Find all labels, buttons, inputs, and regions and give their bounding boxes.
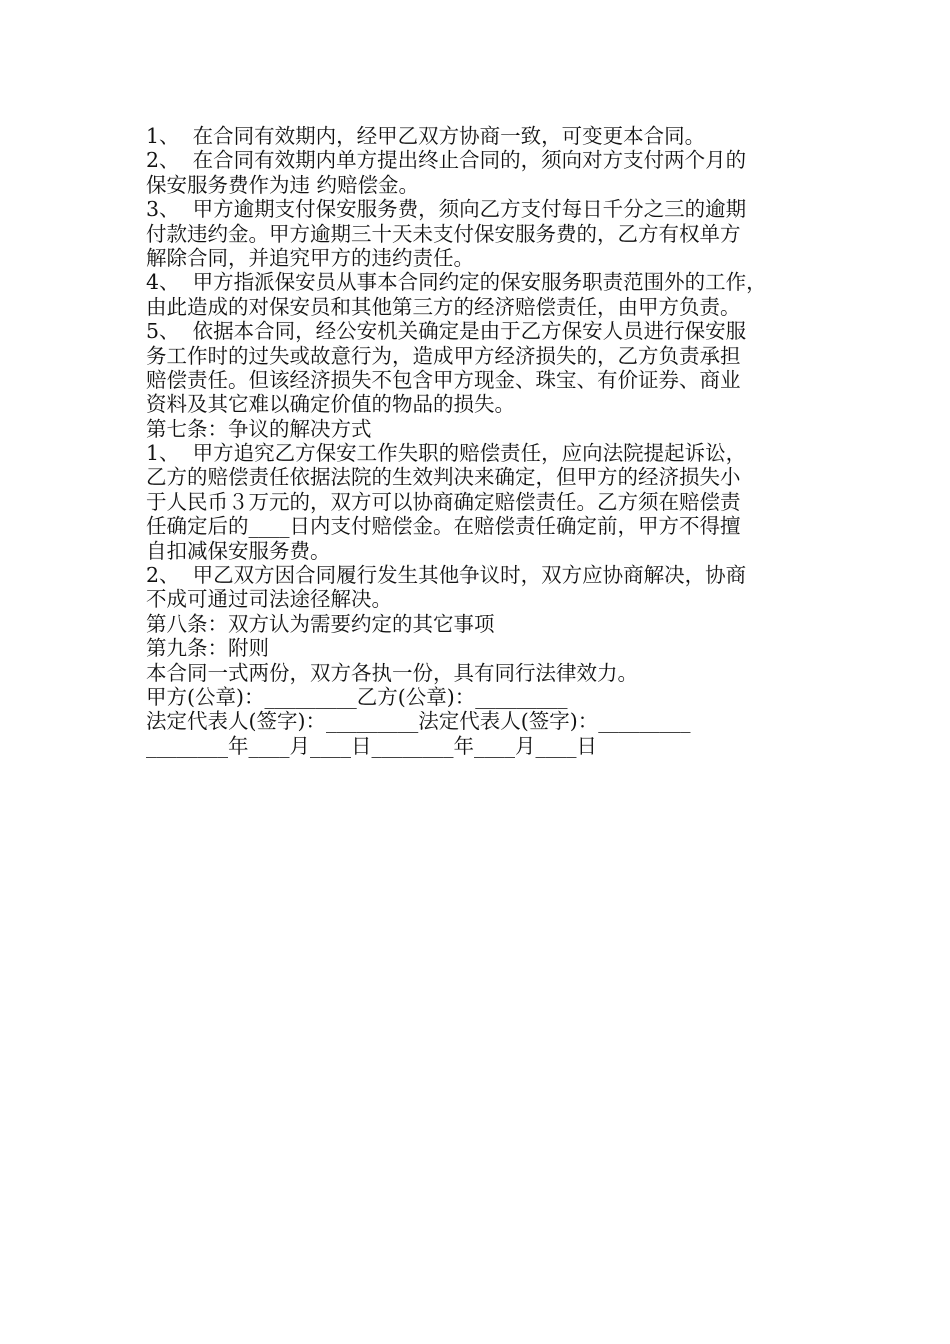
clause-line: 自扣减保安服务费。 — [146, 538, 331, 563]
clause-line: 2、 甲乙双方因合同履行发生其他争议时，双方应协商解决，协商 — [146, 563, 747, 588]
clause-line: 2、 在合同有效期内单方提出终止合同的，须向对方支付两个月的 — [146, 148, 747, 173]
article-heading: 第九条：附则 — [146, 636, 269, 661]
clause-line: 本合同一式两份，双方各执一份，具有同行法律效力。 — [146, 660, 638, 685]
article-heading: 第七条：争议的解决方式 — [146, 416, 372, 441]
clause-line: 赔偿责任。但该经济损失不包含甲方现金、珠宝、有价证券、商业 — [146, 367, 741, 392]
clause-line: 不成可通过司法途径解决。 — [146, 587, 392, 612]
clause-line: 4、 甲方指派保安员从事本合同约定的保安服务职责范围外的工作， — [146, 270, 767, 295]
clause-line: 由此造成的对保安员和其他第三方的经济赔偿责任，由甲方负责。 — [146, 294, 741, 319]
clause-line: 保安服务费作为违 约赔偿金。 — [146, 172, 420, 197]
clause-line: 乙方的赔偿责任依据法院的生效判决来确定，但甲方的经济损失小 — [146, 465, 741, 490]
clause-line: 任确定后的____日内支付赔偿金。在赔偿责任确定前，甲方不得擅 — [146, 514, 741, 539]
clause-line: 解除合同，并追究甲方的违约责任。 — [146, 245, 474, 270]
clause-line: 5、 依据本合同，经公安机关确定是由于乙方保安人员进行保安服 — [146, 319, 747, 344]
date-line: ________年____月____日________年____月____日 — [146, 733, 597, 758]
clause-line: 1、 在合同有效期内，经甲乙双方协商一致，可变更本合同。 — [146, 124, 706, 148]
article-heading: 第八条：双方认为需要约定的其它事项 — [146, 611, 495, 636]
clause-line: 资料及其它难以确定价值的物品的损失。 — [146, 392, 515, 417]
clause-line: 务工作时的过失或故意行为，造成甲方经济损失的，乙方负责承担 — [146, 343, 741, 368]
clause-line: 付款违约金。甲方逾期三十天未支付保安服务费的，乙方有权单方 — [146, 221, 741, 246]
contract-body — [146, 124, 826, 758]
clause-line: 1、 甲方追究乙方保安工作失职的赔偿责任，应向法院提起诉讼， — [146, 441, 747, 466]
clause-line: 于人民币３万元的，双方可以协商确定赔偿责任。乙方须在赔偿责 — [146, 489, 741, 514]
clause-line: 3、 甲方逾期支付保安服务费，须向乙方支付每日千分之三的逾期 — [146, 197, 747, 222]
seal-line: 甲方(公章)：_________乙方(公章)：_________ — [146, 684, 568, 709]
signature-line: 法定代表人(签字)：_________法定代表人(签字)：_________ — [146, 709, 691, 734]
